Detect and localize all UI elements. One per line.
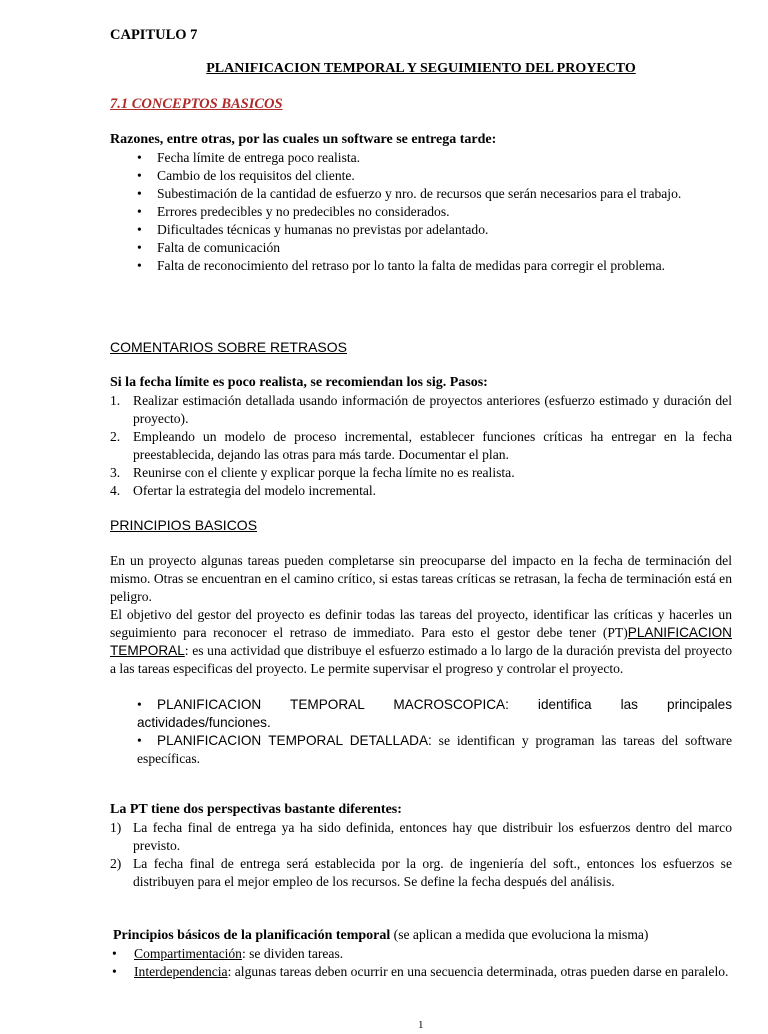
bullet-icon: • (137, 733, 142, 748)
reasons-section (110, 131, 732, 275)
bullet-icon: • (137, 258, 142, 273)
list-item: 3. Reunirse con el cliente y explicar porque la fecha límite no es realista. (110, 465, 515, 480)
bullet-icon: • (137, 168, 142, 183)
bullet-icon: • (137, 222, 142, 237)
principios-paragraph-1: En un proyecto algunas tareas pueden completarse sin preocuparse del impacto en la fecha de terminación del mismo. Otras se encuentran en el camino crítico, si estas tareas críticas se retrasan, la fecha de terminación está en peligro. (110, 553, 732, 604)
list-item: • PLANIFICACION TEMPORAL DETALLADA: se identifican y programan las tareas del software específicas. (137, 733, 732, 766)
bullet-icon: • (137, 186, 142, 201)
pt-term: PLANIFICACION TEMPORAL (110, 625, 732, 658)
principios-pt-heading: Principios básicos de la planificación temporal (se aplican a medida que evoluciona la misma) (113, 927, 649, 943)
list-item: • Fecha límite de entrega poco realista. (137, 150, 361, 165)
list-item: • Falta de reconocimiento del retraso por lo tanto la falta de medidas para corregir el problema. (137, 258, 666, 273)
page-number: 1 (418, 1019, 424, 1031)
list-item: 4. Ofertar la estrategia del modelo incremental. (110, 483, 377, 498)
bullet-icon: • (112, 964, 117, 979)
list-item: • Errores predecibles y no predecibles no considerados. (137, 204, 450, 219)
bullet-icon: • (137, 697, 142, 712)
list-item: • Subestimación de la cantidad de esfuerzo y nro. de recursos que serán necesarios para el trabajo. (137, 186, 682, 201)
principios-pt-section (113, 926, 732, 981)
list-item: • PLANIFICACION TEMPORAL MACROSCOPICA: identifica las principales actividades/funciones. (137, 697, 732, 730)
bullet-icon: • (137, 150, 142, 165)
list-item: 2. Empleando un modelo de proceso incremental, establecer funciones críticas ha entregar en la fecha preestablecida, dejando las otras para más tarde. Documentar el plan. (110, 429, 732, 462)
list-item: 1. Realizar estimación detallada usando información de proyectos anteriores (esfuerzo estimado y duración del proyecto). (110, 393, 732, 426)
list-item: • Falta de comunicación (137, 240, 281, 255)
main-title: PLANIFICACION TEMPORAL Y SEGUIMIENTO DEL PROYECTO (206, 61, 636, 76)
list-item: • Dificultades técnicas y humanas no previstas por adelantado. (137, 222, 489, 237)
bullet-icon: • (137, 204, 142, 219)
perspectivas-heading: La PT tiene dos perspectivas bastante diferentes: (110, 802, 402, 817)
bullet-icon: • (137, 240, 142, 255)
bullet-icon: • (112, 946, 117, 961)
perspectivas-section (110, 801, 732, 891)
principios-paragraph-2: El objetivo del gestor del proyecto es definir todas las tareas del proyecto, identificar las críticas y hacerles un seguimiento para reconocer el retraso de immediato. Para esto el gestor debe tener (PT)PLANIFICACION TEMPORAL: es una actividad que distribuye el esfuerzo estimado a lo largo de la duración prevista del proyecto a las tareas especificas del proyecto. Le permite supervisar el progreso y controlar el proyecto. (110, 607, 732, 676)
comentarios-section (110, 338, 732, 500)
comentarios-subheading: Si la fecha límite es poco realista, se recomiendan los sig. Pasos: (110, 375, 488, 390)
chapter-heading: CAPITULO 7 (110, 27, 198, 43)
pt-types-list (110, 696, 732, 768)
comentarios-heading: COMENTARIOS SOBRE RETRASOS (110, 339, 347, 355)
principios-section (110, 516, 732, 768)
reasons-heading: Razones, entre otras, por las cuales un software se entrega tarde: (110, 132, 497, 147)
list-item: • Cambio de los requisitos del cliente. (137, 168, 355, 183)
list-item: • Compartimentación: se dividen tareas. (112, 946, 344, 961)
list-item: 1) La fecha final de entrega ya ha sido definida, entonces hay que distribuir los esfuerzos dentro del marco previsto. (110, 820, 732, 853)
list-item: • Interdependencia: algunas tareas deben ocurrir en una secuencia determinada, otras pueden darse en paralelo. (112, 964, 729, 979)
list-item: 2) La fecha final de entrega será establecida por la org. de ingeniería del soft., entonces los esfuerzos se distribuyen para el mejor empleo de los recursos. Se define la fecha después del análisis. (110, 856, 732, 889)
reasons-list (110, 149, 732, 275)
principios-heading: PRINCIPIOS BASICOS (110, 517, 258, 533)
section-title: 7.1 CONCEPTOS BASICOS (110, 96, 283, 112)
